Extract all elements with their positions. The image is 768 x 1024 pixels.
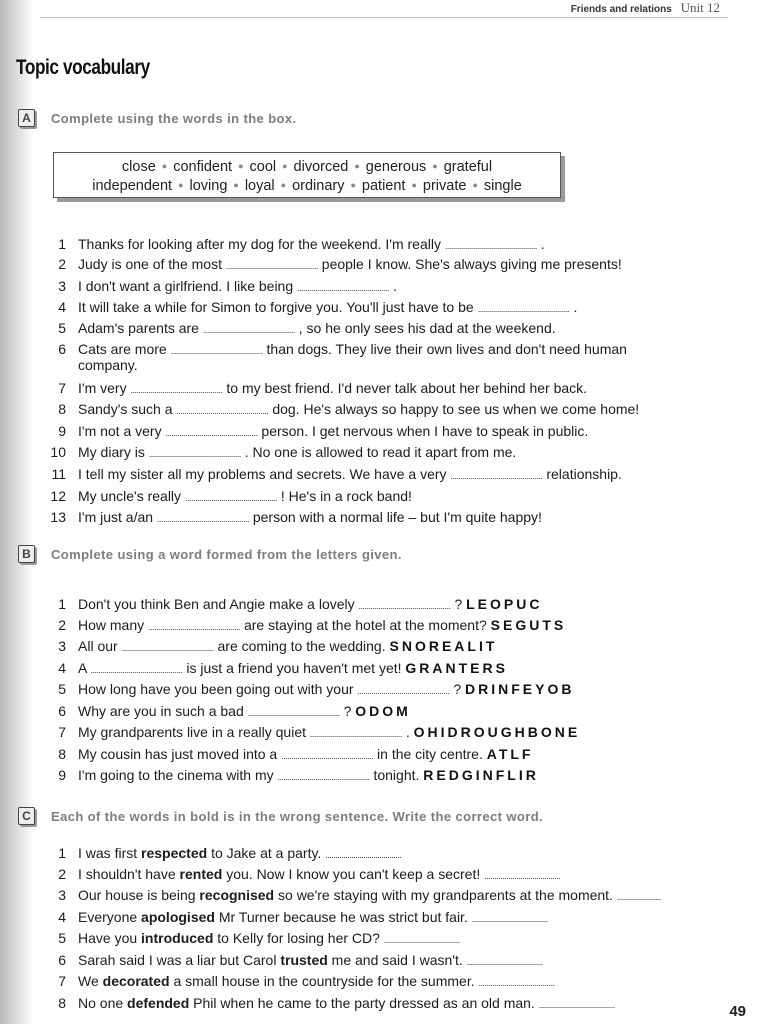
answer-blank: .............................................. (184, 493, 277, 503)
item-before: Sandy's such a (78, 401, 173, 417)
item-before: How long have you been going out with your (78, 681, 354, 697)
item-text (78, 278, 397, 294)
bullet-separator: ● (282, 161, 288, 171)
item-after: . (573, 299, 578, 315)
letter-clue: OHIDROUGHBONE (413, 724, 581, 740)
item-number: 1 (58, 596, 66, 612)
item-post: a small house in the countryside for the summer. (173, 973, 475, 989)
answer-blank: .............................................. (170, 346, 263, 356)
item-pre: Sarah said I was a liar but Carol (78, 952, 277, 968)
item-number: 3 (58, 638, 66, 654)
item-after: ? (453, 681, 462, 697)
answer-blank: .............................................. (450, 471, 543, 481)
item-text (78, 401, 639, 417)
item-number: 3 (58, 887, 66, 903)
item-number: 2 (58, 866, 66, 882)
item-post: to Kelly for losing her CD? (217, 930, 380, 946)
item-after: in the city centre. (377, 746, 483, 762)
item-text (78, 488, 412, 504)
box-word: grateful (443, 159, 493, 175)
item-before: Thanks for looking after my dog for the weekend. I'm really (78, 236, 441, 252)
bullet-separator: ● (472, 180, 478, 190)
item-number: 13 (50, 509, 66, 525)
item-number: 7 (58, 973, 66, 989)
item-before: It will take a while for Simon to forgive you. You'll just have to be (78, 299, 474, 315)
item-number: 7 (58, 380, 66, 396)
section-b-instruction: Complete using a word formed from the letters given. (51, 546, 402, 562)
item-number: 4 (58, 660, 66, 676)
item-number: 6 (58, 952, 66, 968)
answer-blank: ...................................... (325, 850, 402, 860)
item-pre: Have you (78, 930, 138, 946)
answer-blank: .............................................. (357, 686, 450, 696)
item-number: 5 (58, 930, 66, 946)
item-after: to my best friend. I'd never talk about her behind her back. (226, 380, 588, 396)
item-before: My uncle's really (78, 488, 182, 504)
answer-blank: .............................................. (297, 283, 390, 293)
item-after: tonight. (373, 767, 420, 783)
item-before: My grandparents live in a really quiet (78, 724, 307, 740)
bold-word: recognised (199, 887, 275, 903)
running-header (571, 0, 720, 16)
letter-clue: LEOPUC (466, 596, 543, 612)
word-box-row-2 (54, 176, 560, 195)
item-post: me and said I wasn't. (331, 952, 463, 968)
item-before: I'm very (78, 380, 127, 396)
item-number: 8 (58, 995, 66, 1011)
item-number: 5 (58, 320, 66, 336)
item-text (78, 341, 627, 373)
letter-clue: ATLF (486, 746, 534, 762)
item-text (78, 596, 542, 612)
answer-blank: .............................................. (148, 622, 241, 632)
item-number: 8 (58, 746, 66, 762)
section-a-heading (18, 109, 297, 127)
item-after: . (405, 724, 410, 740)
item-post: to Jake at a party. (211, 845, 322, 861)
item-before: Adam's parents are (78, 320, 199, 336)
item-text (78, 236, 545, 252)
bullet-separator: ● (354, 161, 360, 171)
item-text (78, 746, 533, 762)
item-pre: I shouldn't have (78, 866, 176, 882)
item-after: dog. He's always so happy to see us when we come home! (272, 401, 640, 417)
bullet-separator: ● (350, 180, 356, 190)
answer-blank: .............................................. (202, 325, 295, 335)
item-number: 2 (58, 256, 66, 272)
answer-blank: .............................................. (477, 304, 570, 314)
section-a-instruction: Complete using the words in the box. (51, 110, 297, 126)
box-word: loving (189, 178, 228, 194)
item-text (78, 299, 577, 315)
item-number: 10 (50, 444, 66, 460)
item-before: A (78, 660, 87, 676)
letter-clue: GRANTERS (405, 660, 508, 676)
bold-word: apologised (141, 909, 215, 925)
answer-blank: .............................................. (444, 241, 537, 251)
item-number: 4 (58, 299, 66, 315)
answer-blank: .............................................. (225, 261, 318, 271)
section-c-heading (18, 807, 543, 825)
bullet-separator: ● (411, 180, 417, 190)
item-text (78, 767, 539, 783)
box-word: patient (361, 178, 406, 194)
box-word: private (422, 178, 467, 194)
answer-blank: ...................................... (471, 914, 548, 924)
item-text (78, 509, 542, 525)
item-before: Judy is one of the most (78, 256, 222, 272)
bold-word: decorated (102, 973, 170, 989)
box-word: generous (365, 159, 427, 175)
item-text (78, 995, 615, 1011)
item-after: ? (454, 596, 463, 612)
item-before: I tell my sister all my problems and secrets. We have a very (78, 466, 447, 482)
item-before: I'm just a/an (78, 509, 154, 525)
item-number: 12 (50, 488, 66, 504)
bullet-separator: ● (280, 180, 287, 190)
item-before: I'm not a very (78, 423, 162, 439)
bold-word: defended (127, 995, 190, 1011)
section-a-letter: A (18, 109, 35, 127)
bullet-separator: ● (432, 161, 438, 171)
answer-blank: .............................................. (165, 428, 258, 438)
item-after: ! He's in a rock band! (280, 488, 412, 504)
answer-blank: ...................................... (538, 1000, 615, 1010)
answer-blank: ...................................... (478, 978, 555, 988)
header-rule (40, 17, 728, 18)
bold-word: respected (141, 845, 208, 861)
item-text (78, 887, 661, 903)
letter-clue: ODOM (355, 703, 411, 719)
item-number: 5 (58, 681, 66, 697)
item-number: 2 (58, 617, 66, 633)
item-pre: I was first (78, 845, 138, 861)
answer-blank: .............................................. (90, 665, 183, 675)
item-pre: We (78, 973, 99, 989)
box-word: ordinary (292, 178, 345, 194)
bullet-separator: ● (233, 180, 239, 190)
bold-word: introduced (141, 930, 214, 946)
item-text (78, 845, 401, 861)
item-before: How many (78, 617, 145, 633)
item-before: All our (78, 638, 118, 654)
item-number: 9 (58, 423, 66, 439)
item-text (78, 724, 580, 740)
item-after: people I know. She's always giving me presents! (321, 256, 622, 272)
item-number: 7 (58, 724, 66, 740)
item-text (78, 320, 556, 336)
item-text (78, 444, 516, 460)
box-word: loyal (244, 178, 275, 194)
box-word: close (121, 159, 156, 175)
answer-blank: ...................................... (466, 957, 543, 967)
box-word: cool (249, 159, 277, 175)
item-after: . (540, 236, 545, 252)
item-after: relationship. (546, 466, 622, 482)
item-before: My diary is (78, 444, 145, 460)
item-after: , so he only sees his dad at the weekend. (298, 320, 556, 336)
item-before: My cousin has just moved into a (78, 746, 278, 762)
item-text (78, 973, 555, 989)
answer-blank: .............................................. (176, 406, 269, 416)
word-box-row-1 (54, 157, 560, 176)
answer-blank: .............................................. (277, 772, 370, 782)
answer-blank: ...................................... (484, 871, 561, 881)
item-number: 8 (58, 401, 66, 417)
item-post: you. Now I know you can't keep a secret! (226, 866, 481, 882)
item-before: I don't want a girlfriend. I like being (78, 278, 294, 294)
letter-clue: SEGUTS (490, 617, 567, 633)
item-post: Mr Turner because he was strict but fair. (218, 909, 468, 925)
page-spine-shadow (0, 0, 34, 1024)
item-after: person. I get nervous when I have to speak in public. (261, 423, 589, 439)
item-text (78, 681, 574, 697)
bold-word: rented (179, 866, 223, 882)
item-after: ? (343, 703, 352, 719)
item-after: are coming to the wedding. (217, 638, 386, 654)
item-pre: Our house is being (78, 887, 196, 903)
item-after: . (392, 278, 397, 294)
item-number: 6 (58, 341, 66, 357)
item-text (78, 660, 508, 676)
item-number: 6 (58, 703, 66, 719)
item-after: . No one is allowed to read it apart from me. (244, 444, 517, 460)
item-text (78, 423, 588, 439)
item-before: Why are you in such a bad (78, 703, 244, 719)
box-word: confident (173, 159, 233, 175)
item-text (78, 638, 497, 654)
bullet-separator: ● (178, 180, 184, 190)
item-post: Phil when he came to the party dressed as an old man. (193, 995, 535, 1011)
item-before: Cats are more (78, 341, 167, 357)
answer-blank: .............................................. (358, 601, 451, 611)
item-pre: No one (78, 995, 124, 1011)
item-number: 11 (51, 466, 66, 482)
item-text (78, 930, 460, 946)
box-word: single (483, 178, 522, 194)
bullet-separator: ● (161, 161, 168, 171)
header-unit: Unit 12 (680, 0, 720, 15)
answer-blank: .............................................. (130, 385, 223, 395)
item-after: are staying at the hotel at the moment? (243, 617, 487, 633)
answer-blank: .............................................. (156, 514, 249, 524)
box-word: divorced (293, 159, 349, 175)
item-text (78, 256, 622, 272)
answer-blank: .............................................. (247, 708, 340, 718)
item-pre: Everyone (78, 909, 138, 925)
item-before: I'm going to the cinema with my (78, 767, 274, 783)
box-word: independent (92, 178, 173, 194)
section-c-letter: C (18, 807, 35, 825)
section-b-letter: B (18, 545, 35, 563)
page-number: 49 (729, 1003, 746, 1020)
section-c-instruction: Each of the words in bold is in the wrong sentence. Write the correct word. (51, 808, 544, 824)
item-text (78, 952, 543, 968)
letter-clue: SNOREALIT (389, 638, 498, 654)
item-after: than dogs. They live their own lives and don't need human (266, 341, 627, 357)
item-text (78, 466, 622, 482)
item-after: person with a normal life – but I'm quite happy! (252, 509, 542, 525)
bullet-separator: ● (238, 161, 244, 171)
word-box (53, 152, 561, 198)
header-section: Friends and relations (570, 4, 672, 15)
answer-blank: .............................................. (121, 643, 214, 653)
page-title: Topic vocabulary (16, 56, 150, 79)
item-text (78, 380, 587, 396)
item-continuation: company. (78, 357, 138, 373)
letter-clue: DRINFEYOB (465, 681, 575, 697)
item-text (78, 617, 566, 633)
section-b-heading (18, 545, 402, 563)
item-number: 1 (58, 845, 66, 861)
bold-word: trusted (280, 952, 328, 968)
item-text (78, 866, 560, 882)
item-number: 4 (58, 909, 66, 925)
item-post: so we're staying with my grandparents at the moment. (278, 887, 613, 903)
item-number: 3 (58, 278, 66, 294)
item-before: Don't you think Ben and Angie make a lovely (78, 596, 355, 612)
answer-blank: .............................................. (309, 729, 402, 739)
item-text (78, 909, 548, 925)
answer-blank: ...................... (616, 892, 661, 902)
item-text (78, 703, 411, 719)
item-number: 1 (58, 236, 66, 252)
item-after: is just a friend you haven't met yet! (186, 660, 402, 676)
answer-blank: ...................................... (383, 935, 460, 945)
letter-clue: REDGINFLIR (423, 767, 539, 783)
answer-blank: .............................................. (148, 449, 241, 459)
answer-blank: .............................................. (281, 751, 374, 761)
item-number: 9 (58, 767, 66, 783)
